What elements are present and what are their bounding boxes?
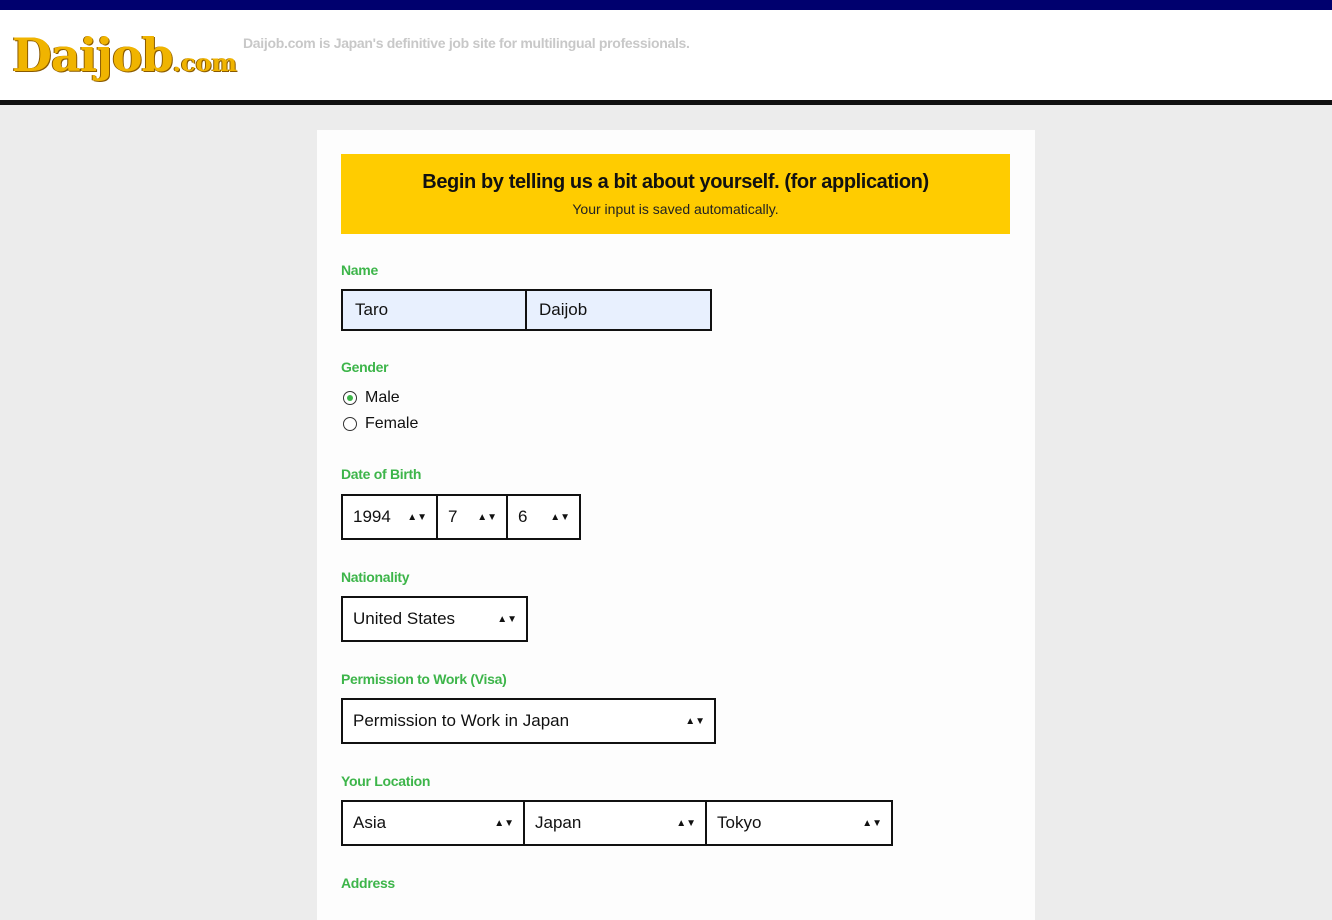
visa-select[interactable] [341,698,716,744]
location-country-select[interactable] [523,800,707,846]
location-region-value: Asia [353,813,387,832]
dob-month-select[interactable] [436,494,508,540]
visa-label: Permission to Work (Visa) [341,671,507,687]
updown-arrow-icon: ▲▼ [862,817,882,829]
form-card [317,130,1035,920]
banner-title: Begin by telling us a bit about yourself. (for application) [422,171,929,193]
first-name-field[interactable]: Taro [341,289,527,331]
gender-option-label: Female [365,415,419,432]
radio-unchecked-icon[interactable] [343,417,357,431]
gender-option-label: Male [365,389,400,406]
updown-arrow-icon: ▲▼ [685,715,705,727]
dob-month-value: 7 [448,507,458,526]
gender-option-male[interactable] [343,389,400,407]
location-region-select[interactable] [341,800,525,846]
updown-arrow-icon: ▲▼ [407,511,427,523]
updown-arrow-icon: ▲▼ [477,511,497,523]
gender-option-female[interactable] [343,415,418,433]
updown-arrow-icon: ▲▼ [550,511,570,523]
banner-subtitle: Your input is saved automatically. [572,201,779,217]
dob-year-value: 1994 [353,507,391,526]
dob-day-value: 6 [518,507,528,526]
last-name-field[interactable]: Daijob [525,289,712,331]
gender-label: Gender [341,359,389,375]
nationality-select[interactable] [341,596,528,642]
logo-text: Daijob [12,28,173,82]
nationality-label: Nationality [341,569,410,585]
top-bar [0,0,1332,10]
location-city-value: Tokyo [717,813,762,832]
dob-year-select[interactable] [341,494,438,540]
logo-suffix: .com [172,48,238,77]
updown-arrow-icon: ▲▼ [676,817,696,829]
location-label: Your Location [341,773,431,789]
radio-checked-icon[interactable] [343,391,357,405]
site-header [0,10,1332,105]
address-label: Address [341,875,395,891]
daijob-logo[interactable] [12,28,237,82]
nationality-value: United States [353,609,456,628]
name-label: Name [341,262,378,278]
visa-value: Permission to Work in Japan [353,711,570,730]
updown-arrow-icon: ▲▼ [494,817,514,829]
dob-label: Date of Birth [341,466,422,482]
intro-banner [341,154,1010,234]
dob-day-select[interactable] [506,494,581,540]
site-tagline: Daijob.com is Japan's definitive job site for multilingual professionals. [243,35,690,51]
location-city-select[interactable] [705,800,893,846]
updown-arrow-icon: ▲▼ [497,613,517,625]
location-country-value: Japan [535,813,582,832]
